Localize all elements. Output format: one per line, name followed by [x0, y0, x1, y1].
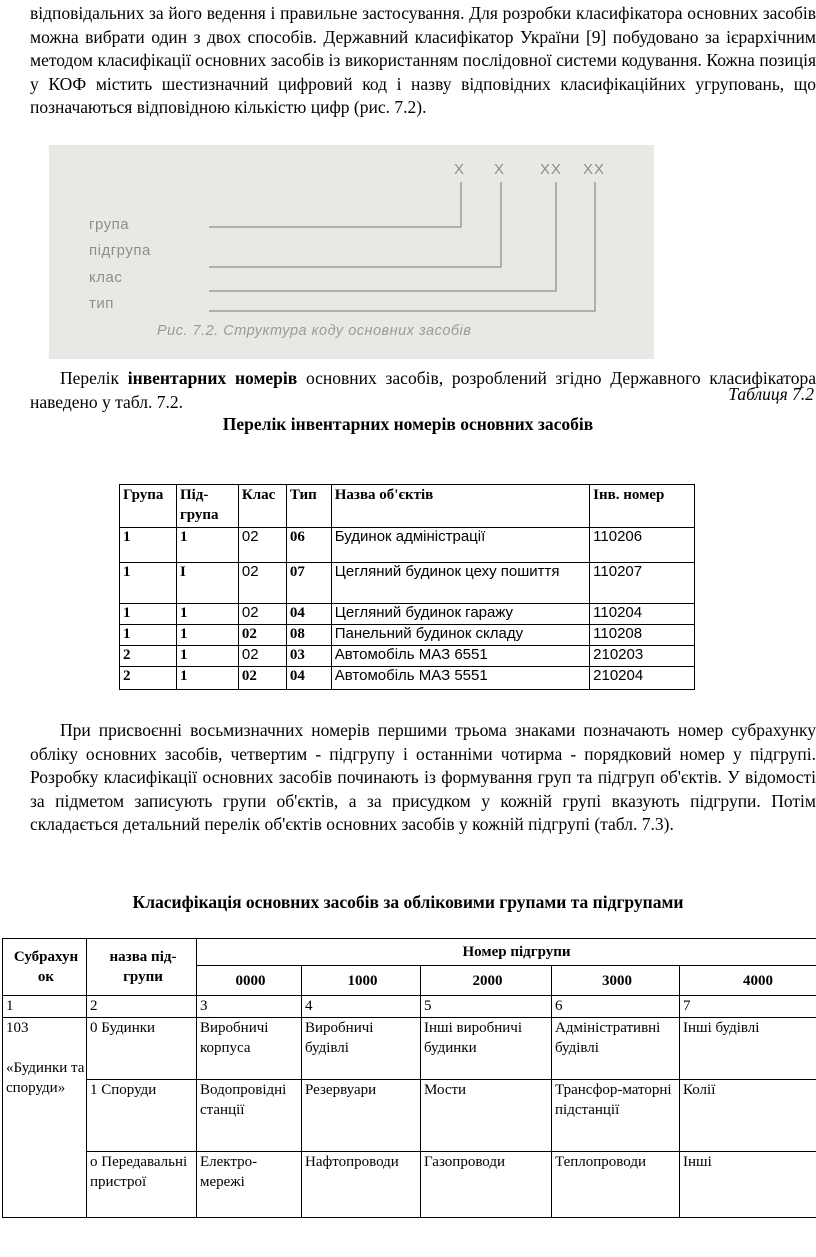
header-code-1000: 1000	[302, 966, 421, 996]
header-subgroup-number: Номер підгрупи	[197, 939, 816, 966]
cell-group: 2	[120, 646, 177, 667]
table-row	[120, 646, 695, 667]
subgroup-name: 0 Будинки	[87, 1018, 197, 1080]
cell-class: 02	[238, 667, 286, 690]
subaccount-name: «Будинки та споруди»	[6, 1060, 85, 1096]
header-inventory-number: Інв. номер	[590, 485, 695, 528]
subgroup-name: 1 Споруди	[87, 1080, 197, 1152]
inventory-table	[119, 484, 695, 690]
classification-paragraph	[30, 719, 816, 837]
col-number: 1	[3, 996, 87, 1018]
cell-inventory-number: 210204	[590, 667, 695, 690]
table-cell: Інші	[680, 1152, 816, 1218]
para3-text: При присвоєнні восьмизначних номерів першими трьома знаками позначають номер субрахунку обліку основних засобів, четвертим - підгрупу і останніми чотирма - порядковий номер у підгрупі. Розробку класифікації основних засобів починають із формування груп та підгруп об'єктів. У відомості за підметом записують групи об'єктів, а за присудком у кожній групі вказують підгрупи. Потім складається детальний перелік об'єктів основних засобів у кожній підгрупі (табл. 7.3).	[30, 720, 816, 834]
figure-caption: Рис. 7.2. Структура коду основних засобів	[157, 323, 472, 339]
col-number: 6	[552, 996, 680, 1018]
cell-object-name: Будинок адміністрації	[331, 528, 589, 563]
cell-class: 02	[238, 563, 286, 604]
subgroup-name: о Передавальні пристрої	[87, 1152, 197, 1218]
para2-bold: інвентарних номерів	[127, 368, 298, 388]
para2-start: Перелік	[60, 368, 128, 388]
header-code-4000: 4000	[680, 966, 816, 996]
table-cell: Теплопроводи	[552, 1152, 680, 1218]
col-number: 3	[197, 996, 302, 1018]
col-number: 2	[87, 996, 197, 1018]
header-group: Група	[120, 485, 177, 528]
label-group: група	[89, 216, 130, 233]
cell-object-name: Автомобіль МАЗ 6551	[331, 646, 589, 667]
cell-inventory-number: 110204	[590, 604, 695, 625]
table-cell: Виробничі будівлі	[302, 1018, 421, 1080]
table73-title: Класифікація основних засобів за обліковими групами та підгрупами	[132, 892, 684, 912]
table-cell: Водопровідні станції	[197, 1080, 302, 1152]
table-row	[3, 1080, 816, 1152]
cell-class: 02	[238, 625, 286, 646]
intro-paragraph: відповідальних за його ведення і правильне застосування. Для розробки класифікатора основних засобів можна вибрати один з двох способів. Державний класифікатор України [9] побудовано за ієрархічним методом класифікації основних засобів із використанням послідовної системи кодування. Кожна позиція у КОФ містить шестизначний цифровий код і назву відповідних класифікаційних угруповань, що позначаються відповідною кількістю цифр (рис. 7.2).	[30, 3, 816, 117]
cell-class: 02	[238, 646, 286, 667]
header-subaccount: Субрахун ок	[3, 939, 87, 996]
cell-type: 04	[286, 667, 331, 690]
cell-inventory-number: 110207	[590, 563, 695, 604]
cell-type: 03	[286, 646, 331, 667]
cell-group: 2	[120, 667, 177, 690]
table-row	[3, 1152, 816, 1218]
table-cell: Виробничі корпуса	[197, 1018, 302, 1080]
cell-object-name: Цегляний будинок цеху пошиття	[331, 563, 589, 604]
code-part-type: XX	[583, 161, 606, 178]
header-code-0000: 0000	[197, 966, 302, 996]
header-class: Клас	[238, 485, 286, 528]
header-code-3000: 3000	[552, 966, 680, 996]
table-number: Таблиця 7.2	[728, 384, 814, 404]
code-part-class: XX	[540, 161, 563, 178]
para2-end: основних засобів, розроблений згідно Державного класифікатора наведено у табл. 7.2.	[30, 368, 816, 412]
inventory-paragraph	[30, 367, 816, 414]
code-structure-figure	[49, 145, 654, 359]
table-row	[120, 625, 695, 646]
cell-inventory-number: 110208	[590, 625, 695, 646]
table-cell: Колії	[680, 1080, 816, 1152]
col-number: 7	[680, 996, 816, 1018]
cell-object-name: Цегляний будинок гаражу	[331, 604, 589, 625]
table-cell: Газопроводи	[421, 1152, 552, 1218]
table-cell: Резервуари	[302, 1080, 421, 1152]
header-subgroup-name: назва під-групи	[87, 939, 197, 996]
table-cell: Мости	[421, 1080, 552, 1152]
column-number-row	[3, 996, 816, 1018]
cell-group: 1	[120, 563, 177, 604]
cell-subgroup: I	[176, 563, 238, 604]
col-number: 5	[421, 996, 552, 1018]
cell-subgroup: 1	[176, 604, 238, 625]
table-cell: Адміністративні будівлі	[552, 1018, 680, 1080]
table-row	[120, 528, 695, 563]
label-class: клас	[89, 269, 123, 286]
cell-object-name: Панельний будинок складу	[331, 625, 589, 646]
table-cell: Нафтопроводи	[302, 1152, 421, 1218]
table-row	[3, 1018, 816, 1080]
label-subgroup: підгрупа	[89, 242, 151, 259]
cell-group: 1	[120, 528, 177, 563]
code-part-group: X	[454, 161, 466, 178]
cell-type: 07	[286, 563, 331, 604]
cell-subgroup: 1	[176, 528, 238, 563]
cell-group: 1	[120, 604, 177, 625]
cell-subgroup: 1	[176, 667, 238, 690]
cell-inventory-number: 110206	[590, 528, 695, 563]
code-part-subgroup: X	[494, 161, 506, 178]
subaccount-cell	[3, 1018, 87, 1218]
table-header-row	[120, 485, 695, 528]
cell-type: 08	[286, 625, 331, 646]
header-object-name: Назва об'єктів	[331, 485, 589, 528]
table-cell: Інші будівлі	[680, 1018, 816, 1080]
cell-subgroup: 1	[176, 646, 238, 667]
table-cell: Електро-мережі	[197, 1152, 302, 1218]
classification-table	[2, 938, 816, 1218]
table-cell: Трансфор-маторні підстанції	[552, 1080, 680, 1152]
cell-subgroup: 1	[176, 625, 238, 646]
cell-type: 04	[286, 604, 331, 625]
table-row	[120, 563, 695, 604]
table-row	[120, 604, 695, 625]
header-code-2000: 2000	[421, 966, 552, 996]
label-type: тип	[89, 295, 114, 312]
cell-class: 02	[238, 604, 286, 625]
cell-inventory-number: 210203	[590, 646, 695, 667]
header-subgroup: Під-група	[176, 485, 238, 528]
col-number: 4	[302, 996, 421, 1018]
table72-title: Перелік інвентарних номерів основних засобів	[222, 414, 594, 434]
cell-group: 1	[120, 625, 177, 646]
cell-class: 02	[238, 528, 286, 563]
table-cell: Інші виробничі будинки	[421, 1018, 552, 1080]
table-row	[120, 667, 695, 690]
subaccount-code: 103	[6, 1020, 29, 1036]
cell-object-name: Автомобіль МАЗ 5551	[331, 667, 589, 690]
header-type: Тип	[286, 485, 331, 528]
cell-type: 06	[286, 528, 331, 563]
